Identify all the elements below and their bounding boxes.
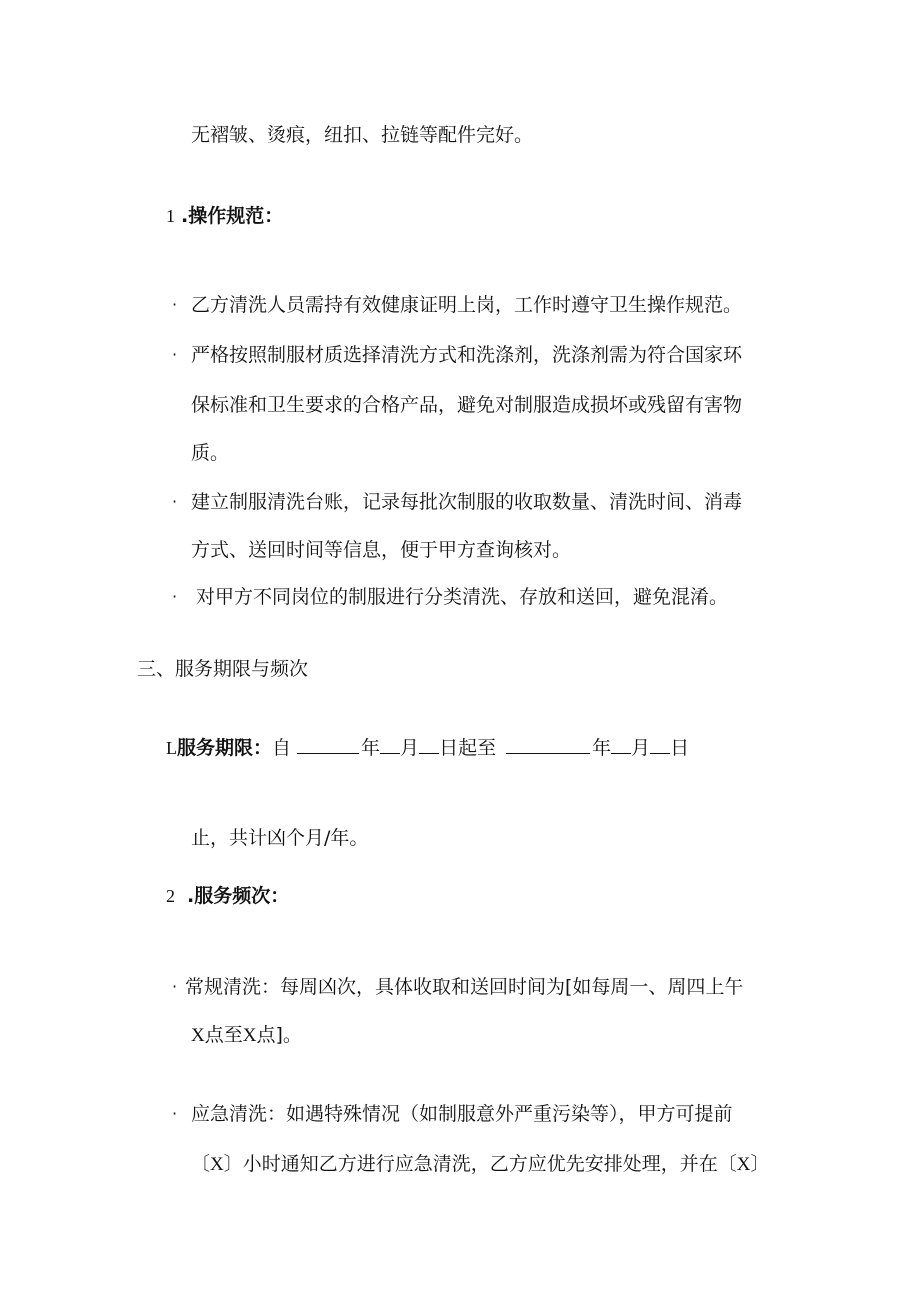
term-month-2: 月	[631, 737, 651, 759]
bullet-text	[191, 1022, 302, 1049]
term-year-1: 年	[361, 737, 381, 759]
bullet-text: 保标准和卫生要求的合格产品，避免对制服造成损坏或残留有害物	[191, 394, 743, 416]
blank-field	[506, 735, 590, 754]
placeholder-x: 〔X〕	[191, 1154, 243, 1175]
placeholder-x: X	[191, 1025, 205, 1046]
bullet-dot: ·	[172, 977, 178, 996]
bullet-text: 方式、送回时间等信息，便于甲方查询核对。	[191, 539, 572, 561]
text-span: 点至	[204, 1024, 243, 1046]
text-span: 点]。	[256, 1024, 302, 1046]
blank-field	[380, 735, 400, 754]
term-day-1: 日起至	[439, 737, 497, 759]
bullet-text: 常规清洗：每周凶次，具体收取和送回时间为[如每周一、周四上午	[185, 976, 744, 998]
term-year-2: 年	[592, 737, 612, 759]
term-month-1: 月	[400, 737, 420, 759]
bullet-text: 对甲方不同岗位的制服进行分类清洗、存放和送回，避免混淆。	[196, 586, 729, 608]
term-day-2: 日	[670, 737, 690, 759]
bullet-text: 应急清洗：如遇特殊情况（如制服意外严重污染等），甲方可提前	[191, 1103, 733, 1125]
blank-field	[297, 735, 359, 754]
blank-field	[611, 735, 631, 754]
term-from: 自	[272, 737, 292, 759]
bullet-text: 质。	[191, 442, 230, 464]
service-term-line	[166, 735, 689, 761]
bullet-dot: ·	[172, 587, 178, 606]
placeholder-x: 〔X〕	[717, 1154, 770, 1175]
bullet-text: 建立制服清洗台账，记录每批次制服的收取数量、清洗时间、消毒	[191, 491, 743, 513]
placeholder-x: X	[242, 1025, 257, 1046]
section-heading-three: 三、服务期限与频次	[137, 658, 309, 680]
blank-field	[650, 735, 670, 754]
section-label: .服务频次：	[187, 885, 290, 907]
bullet-dot: ·	[172, 295, 178, 314]
section-number: 2	[166, 886, 175, 906]
bullet-dot: ·	[172, 345, 178, 364]
term-prefix: L	[166, 738, 177, 758]
bullet-text	[191, 1151, 769, 1178]
section-label: .操作规范：	[181, 205, 284, 227]
section-number: 1	[166, 206, 175, 226]
bullet-text: 乙方清洗人员需持有效健康证明上岗，工作时遵守卫生操作规范。	[191, 294, 743, 316]
bullet-text: 严格按照制服材质选择清洗方式和洗涤剂，洗涤剂需为符合国家环	[191, 344, 743, 366]
section-heading-freq	[166, 883, 289, 909]
bullet-dot: ·	[172, 492, 178, 511]
service-term-line-2: 止，共计凶个月/年。	[191, 827, 369, 849]
section-heading-ops	[166, 203, 283, 229]
text-span: 小时通知乙方进行应急清洗，乙方应优先安排处理，并在	[242, 1153, 718, 1175]
bullet-dot: ·	[172, 1104, 178, 1123]
blank-field	[419, 735, 439, 754]
term-label: 服务期限：	[177, 737, 273, 759]
text-line: 无褶皱、烫痕，纽扣、拉链等配件完好。	[191, 124, 534, 146]
